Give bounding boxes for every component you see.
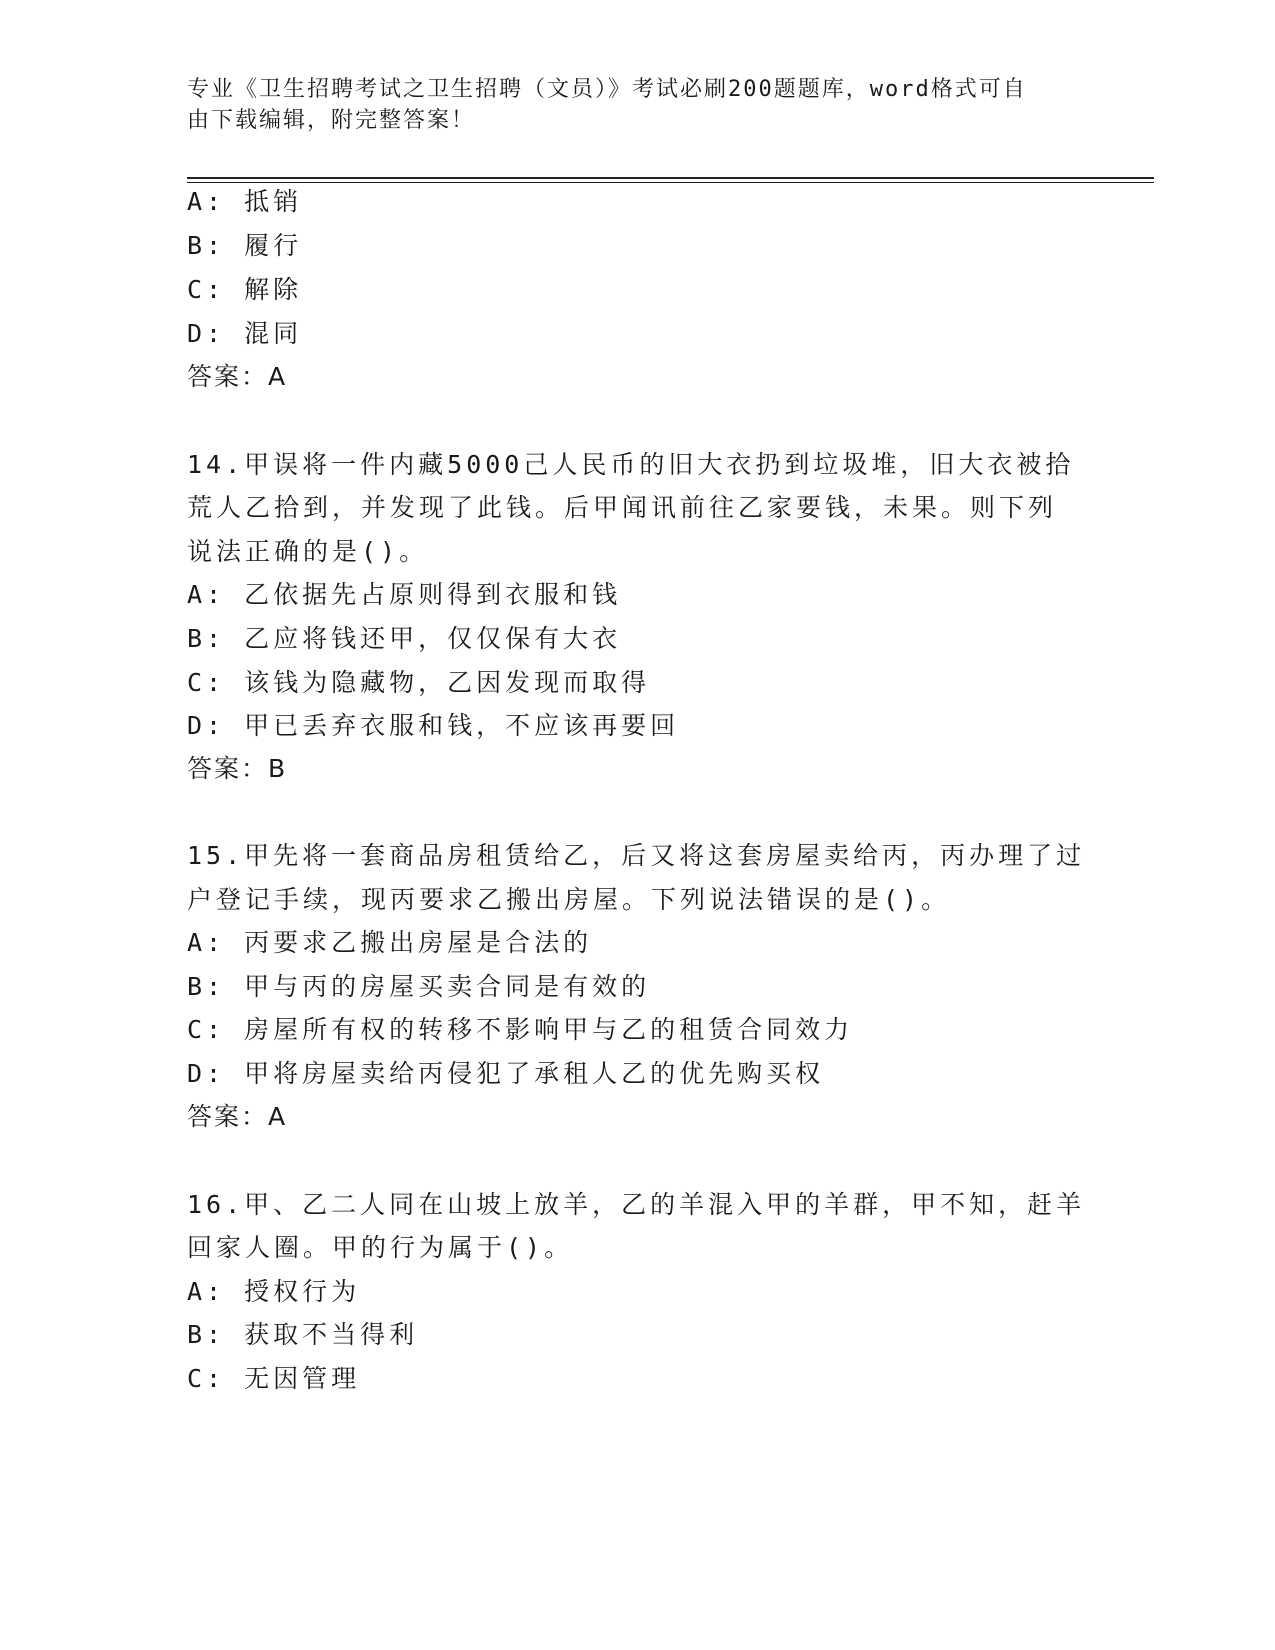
q14-option-c: C: 该钱为隐藏物，乙因发现而取得 <box>187 668 651 697</box>
q16-stem-line-1: 16.甲、乙二人同在山坡上放羊，乙的羊混入甲的羊群，甲不知，赶羊 <box>187 1190 1086 1219</box>
header-divider-thin <box>187 182 1154 183</box>
header-line-1: 专业《卫生招聘考试之卫生招聘（文员）》考试必刷200题题库，word格式可自 <box>187 77 1027 102</box>
q13-option-b: B: 履行 <box>187 231 303 260</box>
q15-stem-line-2: 户登记手续，现丙要求乙搬出房屋。下列说法错误的是()。 <box>187 885 951 914</box>
q14-option-b: B: 乙应将钱还甲，仅仅保有大衣 <box>187 624 622 653</box>
q15-option-c: C: 房屋所有权的转移不影响甲与乙的租赁合同效力 <box>187 1015 854 1044</box>
q14-stem-line-1: 14.甲误将一件内藏5000己人民币的旧大衣扔到垃圾堆，旧大衣被拾 <box>187 450 1075 479</box>
q16-option-b: B: 获取不当得利 <box>187 1320 419 1349</box>
q14-stem-line-3: 说法正确的是()。 <box>187 537 429 566</box>
q13-answer: 答案：A <box>187 362 288 391</box>
header-line-2: 由下载编辑，附完整答案！ <box>187 108 476 133</box>
q15-option-b: B: 甲与丙的房屋买卖合同是有效的 <box>187 972 651 1001</box>
document-header <box>187 74 1087 136</box>
q15-option-d: D: 甲将房屋卖给丙侵犯了承租人乙的优先购买权 <box>187 1059 825 1088</box>
q16-option-a: A: 授权行为 <box>187 1277 361 1306</box>
q14-option-d: D: 甲已丢弃衣服和钱，不应该再要回 <box>187 711 680 740</box>
q15-option-a: A: 丙要求乙搬出房屋是合法的 <box>187 928 593 957</box>
q14-answer: 答案：B <box>187 754 288 783</box>
q15-stem-line-1: 15.甲先将一套商品房租赁给乙，后又将这套房屋卖给丙，丙办理了过 <box>187 841 1086 870</box>
q13-option-d: D: 混同 <box>187 319 303 348</box>
q16-option-c: C: 无因管理 <box>187 1364 361 1393</box>
q14-option-a: A: 乙依据先占原则得到衣服和钱 <box>187 580 622 609</box>
q15-answer: 答案：A <box>187 1102 288 1131</box>
q16-stem-line-2: 回家人圈。甲的行为属于()。 <box>187 1233 574 1262</box>
q13-option-c: C: 解除 <box>187 275 303 304</box>
header-divider-thick <box>187 177 1154 179</box>
q13-option-a: A: 抵销 <box>187 187 303 216</box>
q14-stem-line-2: 荒人乙拾到，并发现了此钱。后甲闻讯前往乙家要钱，未果。则下列 <box>187 493 1058 522</box>
